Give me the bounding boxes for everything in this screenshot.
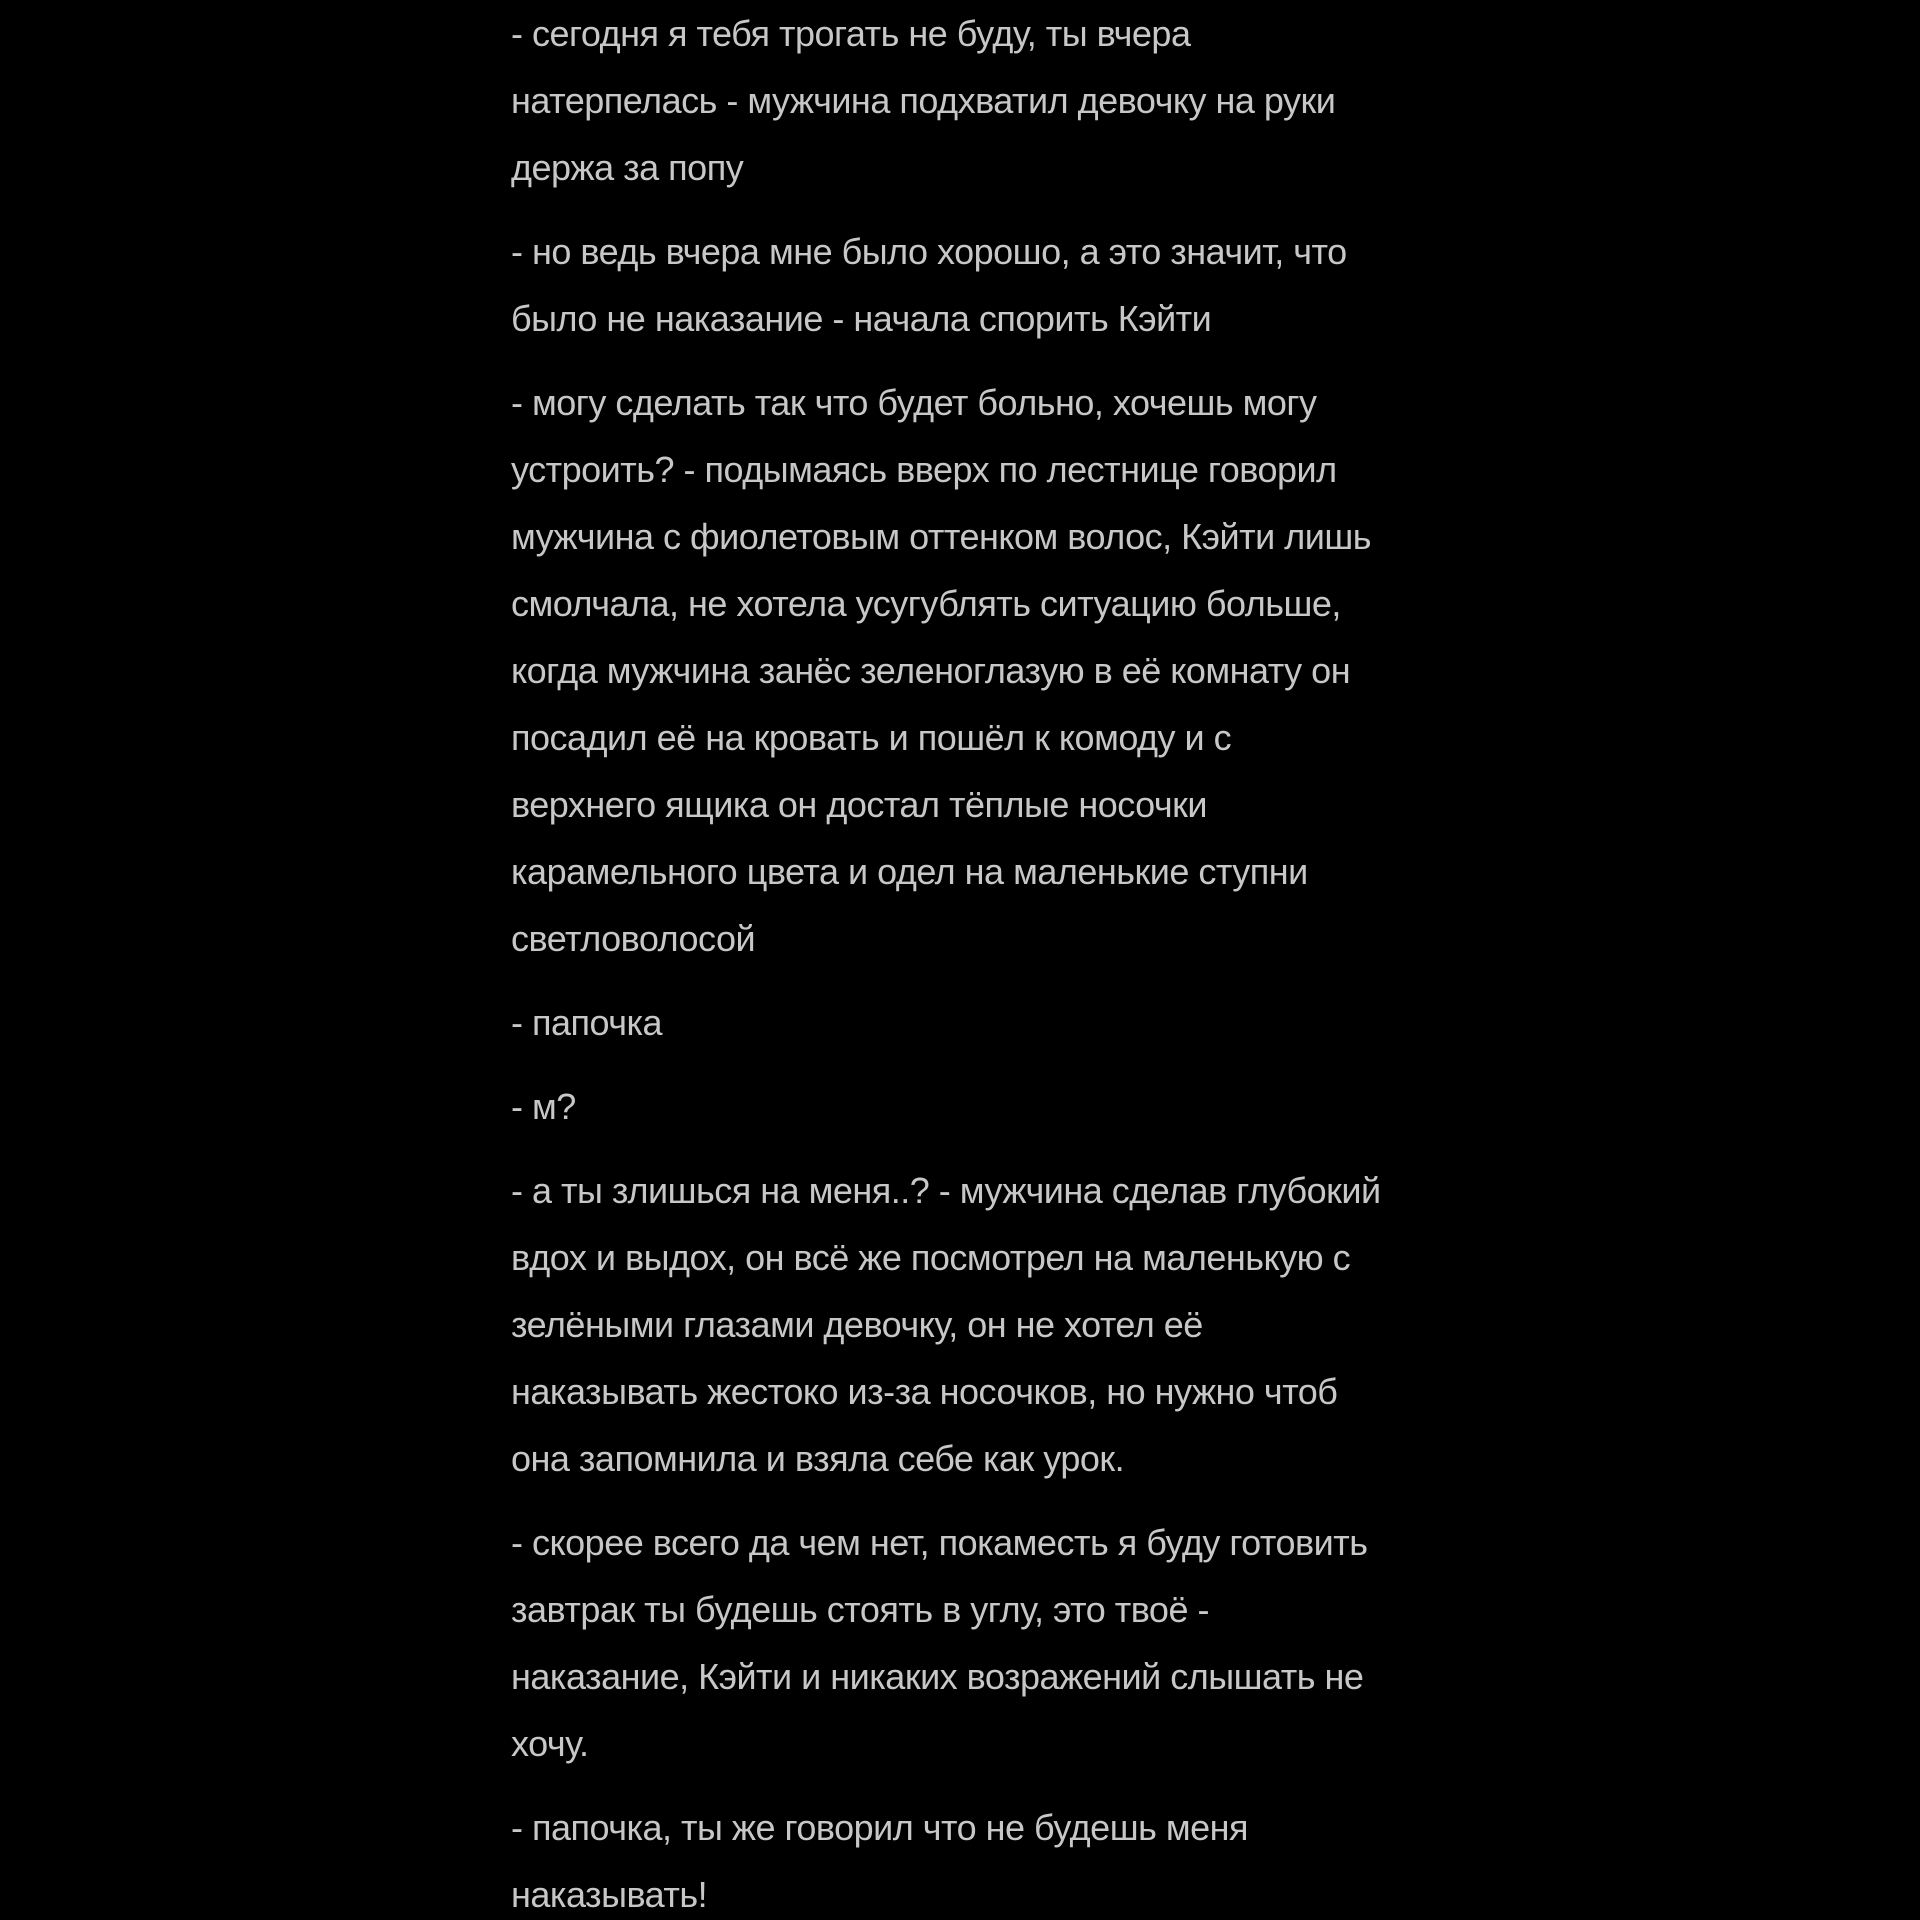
- text-line: вдох и выдох, он всё же посмотрел на маленькую с: [511, 1237, 1351, 1278]
- text-line: наказывать жестоко из-за носочков, но нужно чтоб: [511, 1371, 1338, 1412]
- paragraph-3: [511, 369, 1431, 972]
- paragraph-4: [511, 989, 1431, 1056]
- text-line: устроить? - подымаясь вверх по лестнице говорил: [511, 449, 1337, 490]
- text-line: держа за попу: [511, 147, 744, 188]
- text-line: - могу сделать так что будет больно, хочешь могу: [511, 382, 1317, 423]
- paragraph-5: [511, 1073, 1431, 1140]
- text-line: - м?: [511, 1086, 576, 1127]
- text-line: посадил её на кровать и пошёл к комоду и с: [511, 717, 1232, 758]
- text-line: - но ведь вчера мне было хорошо, а это значит, что: [511, 231, 1347, 272]
- text-line: - скорее всего да чем нет, покаместь я буду готовить: [511, 1522, 1368, 1563]
- text-line: карамельного цвета и одел на маленькие ступни: [511, 851, 1308, 892]
- paragraph-1: [511, 0, 1431, 201]
- text-line: когда мужчина занёс зеленоглазую в её комнату он: [511, 650, 1351, 691]
- paragraph-2: [511, 218, 1431, 352]
- text-line: верхнего ящика он достал тёплые носочки: [511, 784, 1208, 825]
- text-line: зелёными глазами девочку, он не хотел её: [511, 1304, 1203, 1345]
- paragraph-6: [511, 1157, 1431, 1492]
- text-line: светловолосой: [511, 918, 756, 959]
- text-line: она запомнила и взяла себе как урок.: [511, 1438, 1125, 1479]
- text-line: - а ты злишься на меня..? - мужчина сделав глубокий: [511, 1170, 1381, 1211]
- text-line: наказывать!: [511, 1874, 708, 1915]
- text-line: натерпелась - мужчина подхватил девочку на руки: [511, 80, 1336, 121]
- text-line: - папочка: [511, 1002, 663, 1043]
- text-line: было не наказание - начала спорить Кэйти: [511, 298, 1212, 339]
- text-line: завтрак ты будешь стоять в углу, это твоё -: [511, 1589, 1209, 1630]
- paragraph-7: [511, 1509, 1431, 1777]
- text-line: смолчала, не хотела усугублять ситуацию больше,: [511, 583, 1341, 624]
- story-text: [511, 0, 1431, 1920]
- text-line: мужчина с фиолетовым оттенком волос, Кэйти лишь: [511, 516, 1371, 557]
- text-line: хочу.: [511, 1723, 589, 1764]
- text-line: - папочка, ты же говорил что не будешь меня: [511, 1807, 1248, 1848]
- text-line: - сегодня я тебя трогать не буду, ты вчера: [511, 13, 1191, 54]
- paragraph-8: [511, 1794, 1431, 1920]
- text-line: наказание, Кэйти и никаких возражений слышать не: [511, 1656, 1364, 1697]
